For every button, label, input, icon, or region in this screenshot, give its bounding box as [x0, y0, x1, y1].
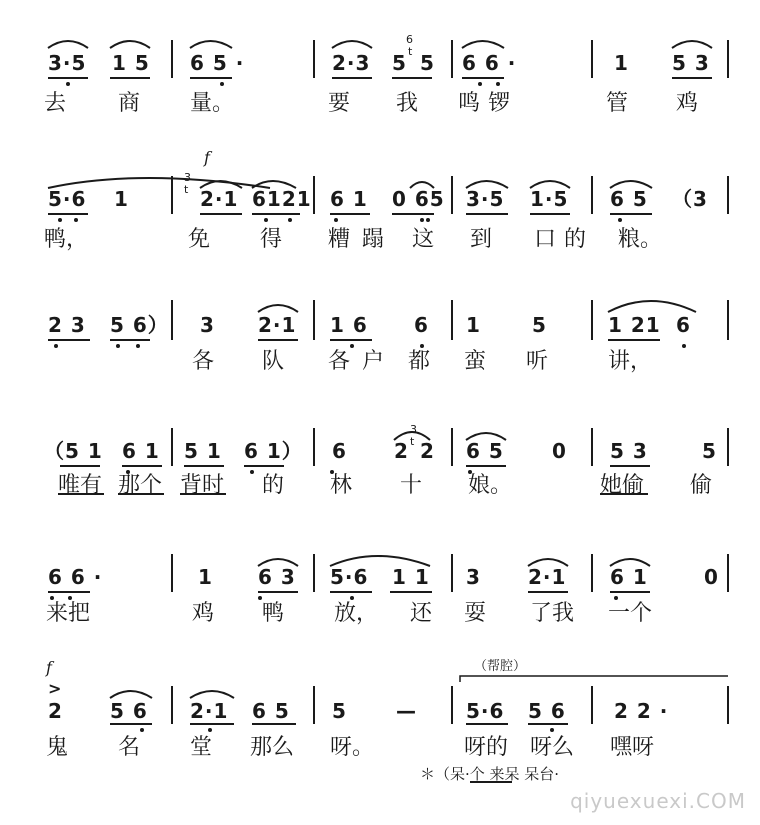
lyric: 呀。 — [330, 735, 375, 760]
note: 0 — [552, 439, 567, 463]
lyric: 十 — [400, 473, 423, 498]
note: 2·1 — [200, 187, 239, 211]
note: 1 1 — [392, 565, 430, 589]
lyric: 嘿呀 — [610, 735, 655, 760]
lyric: 那么 — [250, 735, 295, 760]
lyric: 商 — [118, 91, 141, 116]
note: 2·1 — [258, 313, 297, 337]
note: 2·3 — [332, 51, 371, 75]
note: 5 — [420, 51, 435, 75]
lyric: 蹋 — [362, 227, 385, 252]
note: 6 6 · — [48, 565, 103, 589]
lyric: 放， — [334, 601, 379, 626]
note: 5 6） — [110, 313, 169, 337]
lyric: 呀的 — [464, 735, 509, 760]
lyric: 讲， — [608, 349, 653, 374]
lyric: 背时 — [180, 473, 225, 498]
note: 6 3 — [258, 565, 296, 589]
note: 5 — [392, 51, 407, 75]
lyric: 口 — [534, 227, 557, 252]
note: 5 — [332, 699, 347, 723]
forte-mark: f — [204, 148, 210, 167]
lyric: 我 — [396, 91, 419, 116]
note: 2 — [420, 439, 435, 463]
note: 6 1 — [122, 439, 160, 463]
lyric: 她偷 — [600, 473, 645, 498]
note: 5 6 — [110, 699, 148, 723]
accent-mark: > — [48, 679, 63, 698]
note: 5 3 — [672, 51, 710, 75]
lyric: 管 — [606, 91, 629, 116]
note: 0 — [704, 565, 719, 589]
note: 2·1 — [528, 565, 567, 589]
note: 6 5 — [466, 439, 504, 463]
note: 3 — [466, 565, 481, 589]
lyric: 了我 — [530, 601, 575, 626]
grace-mark: t — [408, 45, 413, 58]
lyric: 户 — [362, 349, 385, 374]
note: （3 — [672, 187, 708, 211]
lyric: 鸭， — [44, 227, 89, 252]
note: 2 — [394, 439, 409, 463]
note: 6 1） — [244, 439, 303, 463]
lyric: 鸡 — [192, 601, 215, 626]
lyric: 去 — [44, 91, 67, 116]
lyric: 堂 — [190, 735, 213, 760]
forte-mark: f — [46, 658, 52, 677]
lyric: 到 — [470, 227, 493, 252]
lyric: 还 — [410, 601, 433, 626]
note: 2 3 — [48, 313, 86, 337]
note: 5 3 — [610, 439, 648, 463]
lyric: 队 — [262, 349, 285, 374]
lyric: 量。 — [190, 91, 235, 116]
lyric: 糟 — [328, 227, 351, 252]
lyric: 各 — [192, 349, 215, 374]
note: 1 — [114, 187, 129, 211]
note: 1·5 — [530, 187, 569, 211]
note: 1 — [198, 565, 213, 589]
lyric: 这 — [412, 227, 435, 252]
grace-note: 6 — [406, 33, 413, 46]
note: 3·5 — [466, 187, 505, 211]
lyric: 偷 — [690, 473, 713, 498]
lyric: 要 — [328, 91, 351, 116]
lyric: 耍 — [464, 601, 487, 626]
note: 6 5 · — [190, 51, 245, 75]
watermark: qiyuexuexi.COM — [570, 789, 746, 813]
lyric: 唯有 — [58, 473, 103, 498]
note: 5·6 — [466, 699, 505, 723]
lyric: 来把 — [46, 601, 91, 626]
note: 5·6 — [330, 565, 369, 589]
note: 6 — [414, 313, 429, 337]
footnote-line: ＊（呆·个 来呆 呆台· — [420, 765, 560, 783]
note: （5 1 — [44, 439, 103, 463]
grace-note: 3 — [410, 423, 417, 436]
note: 1 5 — [112, 51, 150, 75]
lyric: 鬼 — [46, 735, 69, 760]
lyric: 免 — [188, 227, 211, 252]
note: 6 5 — [252, 699, 290, 723]
lyric: 呀么 — [530, 735, 575, 760]
lyric: 得 — [260, 227, 283, 252]
note: 6 — [676, 313, 691, 337]
lyric: 那个 — [118, 473, 163, 498]
lyric: 鸡 — [676, 91, 699, 116]
note: 0 65 — [392, 187, 445, 211]
lyric: 一个 — [608, 601, 653, 626]
lyric: 名 — [118, 735, 141, 760]
note: 6 — [332, 439, 347, 463]
note: 2 — [48, 699, 63, 723]
note: 3·5 — [48, 51, 87, 75]
note: 1 6 — [330, 313, 368, 337]
note: 2 2 · — [614, 699, 669, 723]
grace-mark: t — [184, 183, 189, 196]
note: 6121 — [252, 187, 312, 211]
note: 6 5 — [610, 187, 648, 211]
note: 1 — [466, 313, 481, 337]
bang-qiang-label: （帮腔） — [474, 659, 527, 674]
lyric: 都 — [408, 349, 431, 374]
note: 6 6 · — [462, 51, 517, 75]
note: 2·1 — [190, 699, 229, 723]
note: — — [396, 699, 417, 723]
lyric: 的 — [564, 227, 587, 252]
lyric: 鸣 — [458, 91, 481, 116]
grace-mark: t — [410, 435, 415, 448]
lyric: 蛮 — [464, 349, 487, 374]
lyric: 粮。 — [618, 227, 663, 252]
lyric: 各 — [328, 349, 351, 374]
note: 6 1 — [330, 187, 368, 211]
note: 5 — [702, 439, 717, 463]
note: 5 6 — [528, 699, 566, 723]
note: 5 1 — [184, 439, 222, 463]
grace-note: 3 — [184, 171, 191, 184]
note: 5·6 — [48, 187, 87, 211]
lyric: 的 — [262, 473, 285, 498]
lyric: 鸭 — [262, 601, 285, 626]
note: 5 — [532, 313, 547, 337]
note: 6 1 — [610, 565, 648, 589]
note: 3 — [200, 313, 215, 337]
lyric: 娘。 — [468, 473, 513, 498]
lyric: 林 — [330, 473, 353, 498]
note: 1 — [614, 51, 629, 75]
lyric: 锣 — [488, 91, 511, 116]
lyric: 听 — [526, 349, 549, 374]
note: 1 21 — [608, 313, 661, 337]
